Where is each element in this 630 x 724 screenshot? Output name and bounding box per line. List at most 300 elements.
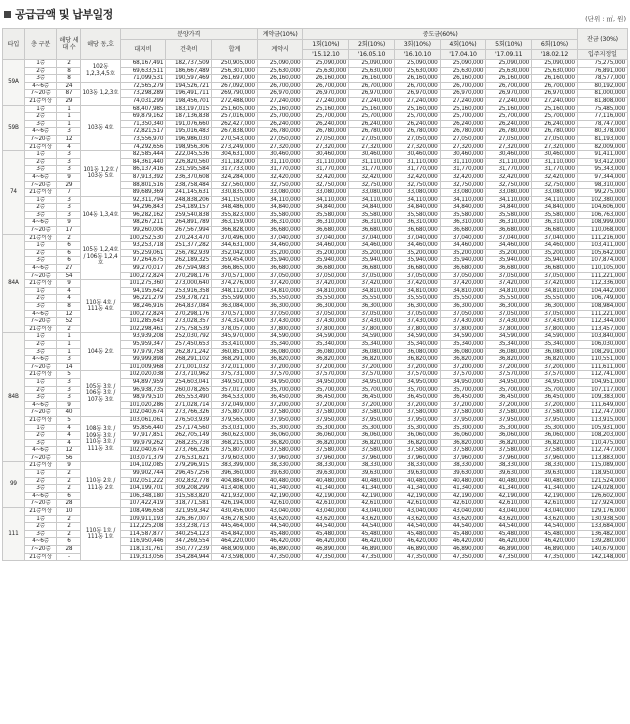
mid-payment-cell: 33,080,000 bbox=[394, 189, 440, 197]
floor-cell: 7~20층 bbox=[24, 318, 57, 326]
mid-payment-cell: 32,750,000 bbox=[486, 181, 532, 189]
building-cell: 347,269,554 bbox=[166, 538, 212, 546]
mid-payment-cell: 36,450,000 bbox=[440, 394, 486, 402]
mid-payment-cell: 35,550,000 bbox=[486, 295, 532, 303]
land-cell: 72,821,517 bbox=[120, 128, 166, 136]
floor-cell: 1층 bbox=[24, 424, 57, 432]
land-cell: 102,040,674 bbox=[120, 447, 166, 455]
contract-cell: 34,810,000 bbox=[257, 287, 303, 295]
floor-cell: 1층 bbox=[24, 105, 57, 113]
land-cell: 86,137,416 bbox=[120, 166, 166, 174]
balance-cell: 106,030,000 bbox=[577, 340, 627, 348]
mid-payment-cell: 35,550,000 bbox=[349, 295, 395, 303]
building-cell: 186,667,489 bbox=[166, 67, 212, 75]
mid-payment-cell: 32,750,000 bbox=[303, 181, 349, 189]
land-cell: 101,285,643 bbox=[120, 318, 166, 326]
mid-payment-cell: 35,550,000 bbox=[440, 295, 486, 303]
mid-payment-cell: 45,480,000 bbox=[349, 530, 395, 538]
balance-cell: 112,344,000 bbox=[577, 318, 627, 326]
contract-cell: 37,040,000 bbox=[257, 234, 303, 242]
floor-cell: 21층이상 bbox=[24, 280, 57, 288]
land-cell: 112,225,208 bbox=[120, 523, 166, 531]
floor-cell: 3층 bbox=[24, 485, 57, 493]
mid-payment-cell: 45,480,000 bbox=[303, 530, 349, 538]
mid-payment-cell: 37,950,000 bbox=[532, 416, 578, 424]
building-cell: 321,959,342 bbox=[166, 508, 212, 516]
land-cell: 71,099,531 bbox=[120, 75, 166, 83]
mid-payment-cell: 36,820,000 bbox=[394, 356, 440, 364]
total-cell: 344,631,000 bbox=[212, 242, 258, 250]
households-cell: 4 bbox=[57, 439, 81, 447]
land-cell: 103,061,061 bbox=[120, 416, 166, 424]
balance-cell: 110,551,000 bbox=[577, 356, 627, 364]
mid-payment-cell: 37,200,000 bbox=[394, 363, 440, 371]
mid-payment-cell: 26,970,000 bbox=[394, 90, 440, 98]
mid-payment-cell: 37,570,000 bbox=[532, 371, 578, 379]
households-cell: 52 bbox=[57, 318, 81, 326]
col-sale-price: 분양가격 bbox=[120, 29, 257, 40]
mid-payment-cell: 27,240,000 bbox=[303, 97, 349, 105]
households-cell: 28 bbox=[57, 500, 81, 508]
mid-payment-cell: 30,460,000 bbox=[440, 151, 486, 159]
floor-cell: 3층 bbox=[24, 166, 57, 174]
mid-payment-cell: 46,420,000 bbox=[303, 538, 349, 546]
mid-payment-cell: 37,050,000 bbox=[303, 272, 349, 280]
mid-payment-cell: 30,460,000 bbox=[532, 151, 578, 159]
mid-payment-cell: 35,580,000 bbox=[440, 211, 486, 219]
mid-payment-cell: 37,200,000 bbox=[349, 363, 395, 371]
mid-payment-cell: 26,780,000 bbox=[532, 128, 578, 136]
floor-cell: 7~20층 bbox=[24, 272, 57, 280]
land-cell: 69,879,162 bbox=[120, 113, 166, 121]
mid-payment-cell: 27,240,000 bbox=[440, 97, 486, 105]
mid-payment-cell: 37,960,000 bbox=[303, 454, 349, 462]
mid-payment-cell: 35,940,000 bbox=[303, 257, 349, 265]
land-cell: 100,272,824 bbox=[120, 272, 166, 280]
mid-payment-cell: 36,300,000 bbox=[440, 303, 486, 311]
contract-cell: 37,200,000 bbox=[257, 363, 303, 371]
mid-payment-cell: 33,080,000 bbox=[303, 189, 349, 197]
type-cell: 74 bbox=[3, 151, 25, 235]
households-cell: 40 bbox=[57, 409, 81, 417]
mid-payment-cell: 26,970,000 bbox=[486, 90, 532, 98]
mid-payment-cell: 37,040,000 bbox=[303, 234, 349, 242]
mid-payment-cell: 35,580,000 bbox=[532, 211, 578, 219]
building-cell: 257,174,560 bbox=[166, 424, 212, 432]
section-title-text: 공급금액 및 납부일정 bbox=[15, 8, 113, 21]
balance-cell: 106,749,000 bbox=[577, 295, 627, 303]
mid-payment-cell: 33,080,000 bbox=[440, 189, 486, 197]
mid-payment-cell: 34,810,000 bbox=[349, 287, 395, 295]
floor-cell: 21층이상 bbox=[24, 325, 57, 333]
balance-cell: 78,747,000 bbox=[577, 120, 627, 128]
mid-payment-cell: 34,810,000 bbox=[303, 287, 349, 295]
mid-payment-cell: 38,330,000 bbox=[440, 462, 486, 470]
mid-payment-cell: 33,080,000 bbox=[532, 189, 578, 197]
contract-cell: 26,160,000 bbox=[257, 75, 303, 83]
mid-payment-cell: 37,040,000 bbox=[440, 234, 486, 242]
mid-payment-cell: 25,630,000 bbox=[303, 67, 349, 75]
mid-payment-cell: 31,110,000 bbox=[303, 158, 349, 166]
contract-cell: 34,950,000 bbox=[257, 378, 303, 386]
mid-payment-cell: 47,350,000 bbox=[440, 553, 486, 561]
households-cell: 6 bbox=[57, 492, 81, 500]
mid-payment-cell: 37,950,000 bbox=[440, 416, 486, 424]
households-cell: 28 bbox=[57, 546, 81, 554]
mid-payment-cell: 36,680,000 bbox=[440, 265, 486, 273]
contract-cell: 44,540,000 bbox=[257, 523, 303, 531]
mid-payment-cell: 36,060,000 bbox=[349, 432, 395, 440]
mid-payment-cell: 34,950,000 bbox=[349, 378, 395, 386]
land-cell: 99,270,017 bbox=[120, 265, 166, 273]
mid-payment-cell: 36,060,000 bbox=[440, 432, 486, 440]
land-cell: 73,556,970 bbox=[120, 135, 166, 143]
floor-cell: 7~20층 bbox=[24, 227, 57, 235]
total-cell: 372,011,000 bbox=[212, 363, 258, 371]
mid-payment-cell: 37,960,000 bbox=[532, 454, 578, 462]
mid-payment-cell: 43,620,000 bbox=[394, 515, 440, 523]
building-cell: 190,597,469 bbox=[166, 75, 212, 83]
type-cell: 84B bbox=[3, 333, 25, 462]
building-cell: 231,595,584 bbox=[166, 166, 212, 174]
mid-payment-cell: 37,960,000 bbox=[440, 454, 486, 462]
balance-cell: 75,485,000 bbox=[577, 105, 627, 113]
balance-cell: 140,679,000 bbox=[577, 546, 627, 554]
balance-cell: 136,482,000 bbox=[577, 530, 627, 538]
building-cell: 273,710,962 bbox=[166, 371, 212, 379]
mid-payment-cell: 26,700,000 bbox=[349, 82, 395, 90]
balance-cell: 97,344,000 bbox=[577, 173, 627, 181]
land-cell: 95,856,440 bbox=[120, 424, 166, 432]
households-cell: 3 bbox=[57, 166, 81, 174]
total-cell: 396,360,000 bbox=[212, 470, 258, 478]
households-cell: 9 bbox=[57, 173, 81, 181]
total-cell: 368,291,000 bbox=[212, 356, 258, 364]
mid-payment-cell: 27,320,000 bbox=[532, 143, 578, 151]
mid-payment-cell: 27,320,000 bbox=[394, 143, 440, 151]
balance-cell: 113,915,000 bbox=[577, 416, 627, 424]
mid-payment-cell: 35,940,000 bbox=[532, 257, 578, 265]
contract-cell: 26,970,000 bbox=[257, 90, 303, 98]
mid-payment-cell: 30,460,000 bbox=[394, 151, 440, 159]
mid-payment-cell: 35,200,000 bbox=[532, 249, 578, 257]
mid-payment-cell: 39,630,000 bbox=[349, 470, 395, 478]
total-cell: 345,970,000 bbox=[212, 333, 258, 341]
mid-payment-cell: 36,820,000 bbox=[349, 356, 395, 364]
households-cell: 5 bbox=[57, 371, 81, 379]
building-cell: 270,243,470 bbox=[166, 234, 212, 242]
contract-cell: 35,700,000 bbox=[257, 386, 303, 394]
mid-payment-cell: 37,580,000 bbox=[394, 447, 440, 455]
contract-cell: 25,090,000 bbox=[257, 60, 303, 68]
land-cell: 99,902,744 bbox=[120, 470, 166, 478]
mid-payment-cell: 38,330,000 bbox=[532, 462, 578, 470]
mid-payment-cell: 35,200,000 bbox=[394, 249, 440, 257]
building-cell: 273,000,640 bbox=[166, 280, 212, 288]
mid-payment-cell: 36,060,000 bbox=[303, 432, 349, 440]
land-cell: 93,939,208 bbox=[120, 333, 166, 341]
households-cell: 54 bbox=[57, 272, 81, 280]
mid-payment-cell: 36,300,000 bbox=[486, 303, 532, 311]
mid-payment-cell: 37,050,000 bbox=[349, 310, 395, 318]
mid-payment-cell: 43,040,000 bbox=[303, 508, 349, 516]
total-cell: 357,017,000 bbox=[212, 386, 258, 394]
mid-payment-cell: 37,200,000 bbox=[349, 401, 395, 409]
floor-cell: 3층 bbox=[24, 439, 57, 447]
mid-payment-cell: 37,960,000 bbox=[394, 454, 440, 462]
mid-payment-cell: 41,340,000 bbox=[394, 485, 440, 493]
mid-payment-cell: 37,580,000 bbox=[486, 409, 532, 417]
mid-payment-cell: 25,160,000 bbox=[486, 105, 532, 113]
land-cell: 99,999,898 bbox=[120, 356, 166, 364]
building-cell: 256,782,939 bbox=[166, 249, 212, 257]
households-cell: 2 bbox=[57, 477, 81, 485]
balance-cell: 111,611,000 bbox=[577, 363, 627, 371]
mid-payment-cell: 37,580,000 bbox=[394, 409, 440, 417]
building-cell: 257,450,653 bbox=[166, 340, 212, 348]
units-cell: 104동 2호 bbox=[81, 333, 120, 371]
households-cell: 27 bbox=[57, 265, 81, 273]
mid-payment-cell: 37,570,000 bbox=[440, 371, 486, 379]
mid-payment-cell: 36,310,000 bbox=[532, 219, 578, 227]
mid-payment-cell: 36,680,000 bbox=[532, 265, 578, 273]
mid-payment-cell: 37,420,000 bbox=[440, 280, 486, 288]
type-cell: 84A bbox=[3, 234, 25, 333]
land-cell: 100,252,530 bbox=[120, 234, 166, 242]
floor-cell: 21층이상 bbox=[24, 553, 57, 561]
mid-payment-cell: 37,800,000 bbox=[440, 325, 486, 333]
mid-payment-cell: 35,580,000 bbox=[303, 211, 349, 219]
households-cell: 5 bbox=[57, 416, 81, 424]
mid-payment-cell: 26,970,000 bbox=[532, 90, 578, 98]
mid-payment-cell: 37,420,000 bbox=[349, 280, 395, 288]
mid-payment-cell: 25,090,000 bbox=[349, 60, 395, 68]
type-cell: 111 bbox=[3, 508, 25, 561]
mid-payment-cell: 40,480,000 bbox=[532, 477, 578, 485]
building-cell: 267,567,994 bbox=[166, 227, 212, 235]
mid-payment-cell: 46,420,000 bbox=[486, 538, 532, 546]
mid-payment-cell: 47,350,000 bbox=[394, 553, 440, 561]
mid-payment-cell: 35,200,000 bbox=[440, 249, 486, 257]
contract-cell: 37,580,000 bbox=[257, 409, 303, 417]
total-cell: 404,884,000 bbox=[212, 477, 258, 485]
building-cell: 236,370,608 bbox=[166, 173, 212, 181]
households-cell: 10 bbox=[57, 508, 81, 516]
mid-payment-cell: 26,240,000 bbox=[440, 120, 486, 128]
floor-cell: 7~20층 bbox=[24, 363, 57, 371]
mid-payment-cell: 36,080,000 bbox=[440, 348, 486, 356]
building-cell: 326,367,007 bbox=[166, 515, 212, 523]
total-cell: 304,631,000 bbox=[212, 151, 258, 159]
total-cell: 372,049,000 bbox=[212, 401, 258, 409]
land-cell: 71,350,340 bbox=[120, 120, 166, 128]
mid-payment-cell: 27,050,000 bbox=[303, 135, 349, 143]
households-cell: 8 bbox=[57, 75, 81, 83]
mid-payment-cell: 36,450,000 bbox=[532, 394, 578, 402]
units-cell: 102동 1,2,3,4,5호 bbox=[81, 60, 120, 83]
households-cell: 2 bbox=[57, 515, 81, 523]
price-schedule-table bbox=[2, 28, 628, 561]
mid-payment-cell: 26,160,000 bbox=[394, 75, 440, 83]
building-cell: 318,771,581 bbox=[166, 500, 212, 508]
floor-cell: 4~6층 bbox=[24, 219, 57, 227]
building-cell: 265,553,490 bbox=[166, 394, 212, 402]
mid-payment-cell: 35,940,000 bbox=[440, 257, 486, 265]
mid-payment-cell: 35,300,000 bbox=[440, 424, 486, 432]
mid-payment-cell: 35,700,000 bbox=[394, 386, 440, 394]
mid-payment-cell: 37,950,000 bbox=[303, 416, 349, 424]
mid-payment-cell: 25,630,000 bbox=[394, 67, 440, 75]
units-cell: 108동 3호 / 109동 3호 / 110동 3호 / 111동 3호 bbox=[81, 416, 120, 462]
mid-payment-cell: 41,340,000 bbox=[349, 485, 395, 493]
mid-payment-cell: 37,960,000 bbox=[486, 454, 532, 462]
building-cell: 253,916,358 bbox=[166, 287, 212, 295]
mid-payment-cell: 32,420,000 bbox=[486, 173, 532, 181]
mid-payment-cell: 36,680,000 bbox=[440, 227, 486, 235]
mid-payment-cell: 25,160,000 bbox=[440, 105, 486, 113]
floor-cell: 3층 bbox=[24, 348, 57, 356]
mid-payment-cell: 27,240,000 bbox=[349, 97, 395, 105]
mid-payment-cell: 26,970,000 bbox=[349, 90, 395, 98]
floor-cell: 4~6층 bbox=[24, 265, 57, 273]
total-cell: 374,314,000 bbox=[212, 318, 258, 326]
units-cell: 104동 1,3,4호 bbox=[81, 196, 120, 234]
table-row bbox=[3, 371, 628, 379]
households-cell: 6 bbox=[57, 538, 81, 546]
building-cell: 254,189,157 bbox=[166, 204, 212, 212]
contract-cell: 30,460,000 bbox=[257, 151, 303, 159]
contract-cell: 35,550,000 bbox=[257, 295, 303, 303]
mid-payment-cell: 42,190,000 bbox=[440, 492, 486, 500]
mid-payment-cell: 37,800,000 bbox=[532, 325, 578, 333]
balance-cell: 113,883,000 bbox=[577, 454, 627, 462]
mid-payment-cell: 32,750,000 bbox=[440, 181, 486, 189]
col-contract-group: 계약금(10%) bbox=[257, 29, 303, 40]
land-cell: 82,585,444 bbox=[120, 151, 166, 159]
mid-payment-cell: 36,820,000 bbox=[486, 356, 532, 364]
contract-cell: 36,060,000 bbox=[257, 432, 303, 440]
mid-payment-cell: 38,330,000 bbox=[303, 462, 349, 470]
mid-payment-cell: 35,300,000 bbox=[486, 424, 532, 432]
mid-payment-cell: 35,940,000 bbox=[394, 257, 440, 265]
mid-payment-cell: 45,480,000 bbox=[486, 530, 532, 538]
mid-payment-cell: 37,580,000 bbox=[349, 409, 395, 417]
mid-payment-cell: 25,700,000 bbox=[349, 113, 395, 121]
floor-cell: 1층 bbox=[24, 196, 57, 204]
households-cell: 3 bbox=[57, 158, 81, 166]
total-cell: 359,454,000 bbox=[212, 257, 258, 265]
contract-cell: 37,200,000 bbox=[257, 401, 303, 409]
floor-cell: 3층 bbox=[24, 530, 57, 538]
land-cell: 108,496,658 bbox=[120, 508, 166, 516]
building-cell: 268,235,738 bbox=[166, 439, 212, 447]
table-row bbox=[3, 280, 628, 288]
balance-cell: 118,950,000 bbox=[577, 470, 627, 478]
col-households: 해당 세대 수 bbox=[57, 29, 81, 60]
mid-payment-cell: 37,580,000 bbox=[532, 447, 578, 455]
mid-payment-cell: 35,340,000 bbox=[486, 340, 532, 348]
square-bullet-icon bbox=[4, 11, 11, 18]
total-cell: 430,456,000 bbox=[212, 508, 258, 516]
contract-cell: 47,350,000 bbox=[257, 553, 303, 561]
land-cell: 68,407,985 bbox=[120, 105, 166, 113]
mid-payment-cell: 36,080,000 bbox=[303, 348, 349, 356]
mid-payment-cell: 39,630,000 bbox=[440, 470, 486, 478]
units-cell: 105동 3호 / 106동 3호 / 107동 3호 bbox=[81, 371, 120, 417]
building-cell: 198,956,306 bbox=[166, 143, 212, 151]
contract-cell: 34,590,000 bbox=[257, 333, 303, 341]
mid-payment-cell: 36,680,000 bbox=[486, 227, 532, 235]
mid-payment-cell: 46,890,000 bbox=[440, 546, 486, 554]
building-cell: 333,238,713 bbox=[166, 523, 212, 531]
floor-cell: 3층 bbox=[24, 303, 57, 311]
land-cell: 94,897,959 bbox=[120, 378, 166, 386]
mid-payment-cell: 37,050,000 bbox=[303, 310, 349, 318]
land-cell: 107,422,419 bbox=[120, 500, 166, 508]
mid-payment-cell: 25,090,000 bbox=[303, 60, 349, 68]
mid-payment-cell: 40,480,000 bbox=[303, 477, 349, 485]
land-cell: 98,246,916 bbox=[120, 303, 166, 311]
building-cell: 264,837,084 bbox=[166, 303, 212, 311]
mid-payment-cell: 27,240,000 bbox=[394, 97, 440, 105]
mid-payment-cell: 41,340,000 bbox=[486, 485, 532, 493]
mid-payment-cell: 37,430,000 bbox=[532, 318, 578, 326]
balance-cell: 103,840,000 bbox=[577, 333, 627, 341]
households-cell: 7 bbox=[57, 189, 81, 197]
contract-cell: 37,800,000 bbox=[257, 325, 303, 333]
units-cell: 101동 1,2호 / 103동 5호 bbox=[81, 151, 120, 197]
mid-payment-cell: 32,750,000 bbox=[532, 181, 578, 189]
col-type: 타입 bbox=[3, 29, 25, 60]
building-cell: 196,491,711 bbox=[166, 90, 212, 98]
contract-cell: 33,080,000 bbox=[257, 189, 303, 197]
mid-payment-cell: 26,970,000 bbox=[303, 90, 349, 98]
contract-cell: 32,750,000 bbox=[257, 181, 303, 189]
mid-payment-cell: 27,320,000 bbox=[440, 143, 486, 151]
mid-payment-cell: 35,200,000 bbox=[486, 249, 532, 257]
building-cell: 198,456,701 bbox=[166, 97, 212, 105]
building-cell: 273,028,357 bbox=[166, 318, 212, 326]
households-cell: 29 bbox=[57, 181, 81, 189]
total-cell: 363,159,000 bbox=[212, 219, 258, 227]
mid-payment-cell: 36,820,000 bbox=[532, 439, 578, 447]
mid-payment-cell: 43,620,000 bbox=[349, 515, 395, 523]
balance-cell: 78,577,000 bbox=[577, 75, 627, 83]
mid-payment-cell: 32,750,000 bbox=[394, 181, 440, 189]
mid-payment-cell: 39,630,000 bbox=[394, 470, 440, 478]
total-cell: 383,399,000 bbox=[212, 462, 258, 470]
land-cell: 99,260,006 bbox=[120, 227, 166, 235]
land-cell: 102,051,222 bbox=[120, 477, 166, 485]
table-row bbox=[3, 333, 628, 341]
contract-cell: 34,840,000 bbox=[257, 204, 303, 212]
mid-payment-cell: 37,040,000 bbox=[532, 234, 578, 242]
col-mid-2: 2회(10%) bbox=[349, 40, 395, 50]
land-cell: 104,102,085 bbox=[120, 462, 166, 470]
mid-payment-cell: 37,200,000 bbox=[532, 363, 578, 371]
mid-payment-cell: 35,700,000 bbox=[486, 386, 532, 394]
mid-payment-cell: 45,480,000 bbox=[394, 530, 440, 538]
mid-payment-cell: 37,800,000 bbox=[394, 325, 440, 333]
mid-payment-cell: 37,950,000 bbox=[486, 416, 532, 424]
mid-payment-cell: 34,950,000 bbox=[486, 378, 532, 386]
mid-payment-cell: 35,200,000 bbox=[349, 249, 395, 257]
total-cell: 261,697,000 bbox=[212, 75, 258, 83]
contract-cell: 25,630,000 bbox=[257, 67, 303, 75]
mid-payment-cell: 46,420,000 bbox=[532, 538, 578, 546]
balance-cell: 104,606,000 bbox=[577, 204, 627, 212]
balance-cell: 130,938,500 bbox=[577, 515, 627, 523]
